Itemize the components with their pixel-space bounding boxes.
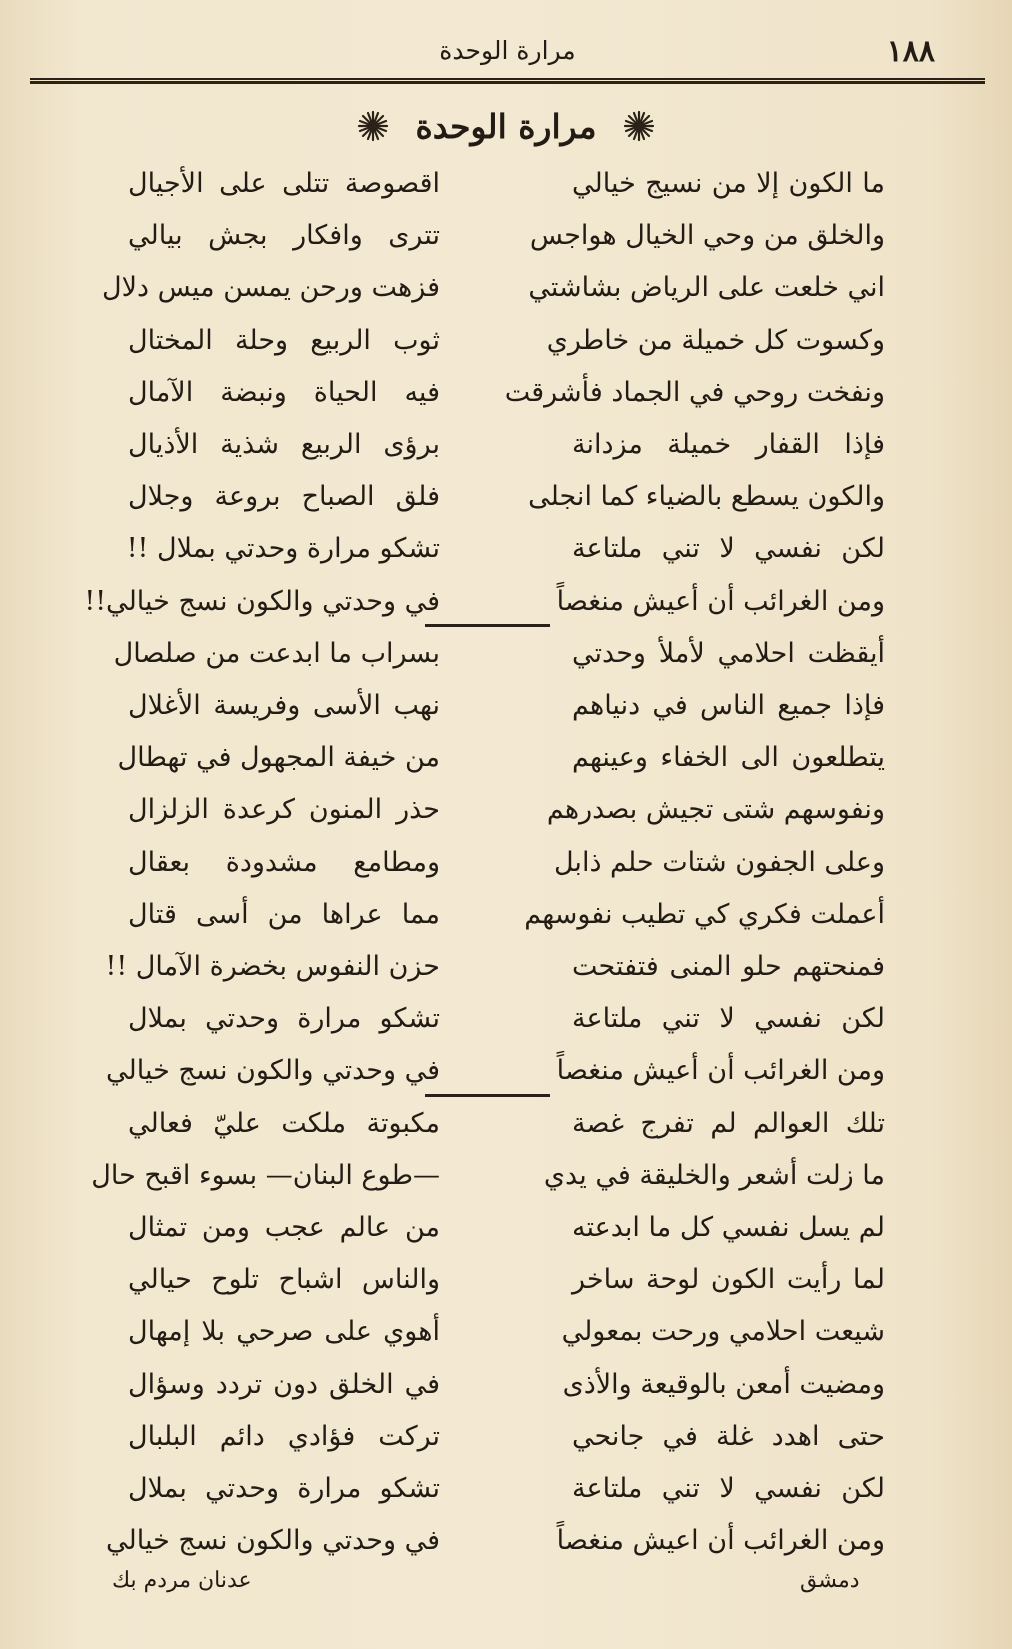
verse-line — [0, 419, 1012, 471]
verse-second-hemistich: ومطامع مشدودة بعقال — [128, 846, 440, 878]
verse-second-hemistich: حذر المنون كرعدة الزلزال — [128, 794, 440, 826]
verse-second-hemistich: ثوب الربيع وحلة المختال — [128, 324, 440, 356]
verse-second-hemistich: تشكو مرارة وحدتي بملال — [128, 1003, 440, 1035]
verse-first-hemistich: والخلق من وحي الخيال هواجس — [529, 220, 885, 252]
verse-second-hemistich: مما عراها من أسى قتال — [128, 898, 440, 930]
verse-first-hemistich: يتطلعون الى الخفاء وعينهم — [572, 742, 885, 774]
verse-line — [0, 1359, 1012, 1411]
verse-first-hemistich: ومن الغرائب أن أعيش منغصاً — [556, 1055, 885, 1087]
verse-line — [0, 1515, 1012, 1567]
verse-second-hemistich: في وحدتي والكون نسج خيالي!! — [84, 585, 440, 617]
verse-line — [0, 315, 1012, 367]
verse-first-hemistich: لكن نفسي لا تني ملتاعة — [572, 1473, 885, 1504]
page-header — [30, 22, 985, 82]
verse-first-hemistich: اني خلعت على الرياض بشاشتي — [528, 272, 885, 304]
verse-line — [0, 1045, 1012, 1097]
verse-second-hemistich: حزن النفوس بخضرة الآمال !! — [105, 951, 440, 982]
verse-second-hemistich: نهب الأسى وفريسة الأغلال — [128, 690, 440, 721]
verse-line — [0, 1254, 1012, 1306]
verse-line — [0, 628, 1012, 680]
verse-second-hemistich: في وحدتي والكون نسج خيالي — [106, 1055, 440, 1087]
stanza-divider — [425, 1094, 550, 1097]
verse-first-hemistich: ومن الغرائب أن أعيش منغصاً — [556, 585, 885, 617]
verse-second-hemistich: برؤى الربيع شذية الأذيال — [128, 429, 440, 460]
verse-second-hemistich: تركت فؤادي دائم البلبال — [128, 1420, 440, 1452]
verse-line — [0, 889, 1012, 941]
verse-first-hemistich: ومضيت أمعن بالوقيعة والأذى — [562, 1368, 885, 1400]
verse-line — [0, 1202, 1012, 1254]
verse-second-hemistich: تشكو مرارة وحدتي بملال !! — [126, 533, 440, 565]
verse-second-hemistich: تشكو مرارة وحدتي بملال — [128, 1473, 440, 1504]
verse-first-hemistich: والكون يسطع بالضياء كما انجلى — [528, 481, 885, 513]
verse-first-hemistich: لم يسل نفسي كل ما ابدعته — [572, 1212, 885, 1243]
verse-line — [0, 523, 1012, 575]
verse-first-hemistich: فإذا القفار خميلة مزدانة — [572, 429, 885, 460]
verse-first-hemistich: فمنحتهم حلو المنى فتفتحت — [572, 951, 885, 982]
verse-second-hemistich: تترى وافكار بجش بيالي — [128, 220, 440, 252]
verse-first-hemistich: وكسوت كل خميلة من خاطري — [546, 324, 885, 356]
verse-second-hemistich: فزهت ورحن يمسن ميس دلال — [101, 272, 440, 304]
header-rule — [30, 78, 985, 84]
verse-second-hemistich: في وحدتي والكون نسج خيالي — [106, 1525, 440, 1557]
verse-line — [0, 680, 1012, 732]
verse-line — [0, 1098, 1012, 1150]
verse-second-hemistich: —طوع البنان— بسوء اقبح حال — [91, 1159, 440, 1191]
verse-first-hemistich: أعملت فكري كي تطيب نفوسهم — [524, 898, 885, 930]
verse-first-hemistich: ما الكون إلا من نسيج خيالي — [572, 168, 885, 199]
verse-second-hemistich: اقصوصة تتلى على الأجيال — [128, 168, 440, 199]
verse-line — [0, 367, 1012, 419]
verse-second-hemistich: مكبوتة ملكت عليّ فعالي — [128, 1107, 440, 1139]
verse-first-hemistich: ما زلت أشعر والخليقة في يدي — [543, 1159, 885, 1191]
verse-line — [0, 993, 1012, 1045]
verse-line — [0, 1306, 1012, 1358]
verse-second-hemistich: أهوي على صرحي بلا إمهال — [128, 1316, 440, 1348]
verse-line — [0, 262, 1012, 314]
verse-second-hemistich: فلق الصباح بروعة وجلال — [128, 481, 440, 513]
verse-line — [0, 576, 1012, 628]
verse-first-hemistich: تلك العوالم لم تفرج غصة — [572, 1107, 885, 1139]
verse-first-hemistich: حتى اهدد غلة في جانحي — [572, 1420, 885, 1452]
verse-line — [0, 837, 1012, 889]
signature-place: دمشق — [800, 1568, 860, 1593]
verse-first-hemistich: فإذا جميع الناس في دنياهم — [572, 690, 885, 721]
verse-line — [0, 1463, 1012, 1515]
verse-first-hemistich: ونفوسهم شتى تجيش بصدرهم — [546, 794, 885, 826]
verse-line — [0, 1150, 1012, 1202]
verse-line — [0, 732, 1012, 784]
verse-second-hemistich: بسراب ما ابدعت من صلصال — [113, 637, 440, 669]
verse-second-hemistich: من خيفة المجهول في تهطال — [117, 742, 440, 774]
verse-line — [0, 941, 1012, 993]
stanza-divider — [425, 624, 550, 627]
verse-line — [0, 158, 1012, 210]
verse-first-hemistich: لكن نفسي لا تني ملتاعة — [572, 1003, 885, 1035]
verse-line — [0, 471, 1012, 523]
verse-line — [0, 210, 1012, 262]
verse-first-hemistich: ومن الغرائب أن اعيش منغصاً — [556, 1525, 885, 1557]
verse-first-hemistich: وعلى الجفون شتات حلم ذابل — [553, 846, 885, 878]
eight-point-star-icon — [357, 110, 389, 142]
verse-line — [0, 1411, 1012, 1463]
page-number: ١٨٨ — [886, 34, 935, 69]
verse-first-hemistich: ونفخت روحي في الجماد فأشرقت — [504, 376, 885, 408]
verse-second-hemistich: والناس اشباح تلوح حيالي — [128, 1264, 440, 1296]
verse-first-hemistich: لما رأيت الكون لوحة ساخر — [572, 1264, 885, 1296]
verse-line — [0, 784, 1012, 836]
poem-title: مرارة الوحدة — [415, 106, 597, 146]
verse-second-hemistich: في الخلق دون تردد وسؤال — [128, 1368, 440, 1400]
eight-point-star-icon — [623, 110, 655, 142]
verse-second-hemistich: من عالم عجب ومن تمثال — [128, 1212, 440, 1243]
running-title: مرارة الوحدة — [439, 36, 576, 65]
verse-first-hemistich: لكن نفسي لا تني ملتاعة — [572, 533, 885, 565]
signature-author: عدنان مردم بك — [112, 1568, 252, 1593]
verse-first-hemistich: أيقظت احلامي لأملأ وحدتي — [572, 637, 885, 669]
verse-first-hemistich: شيعت احلامي ورحت بمعولي — [561, 1316, 885, 1348]
poem-title-block — [0, 98, 1012, 154]
verse-second-hemistich: فيه الحياة ونبضة الآمال — [128, 376, 440, 408]
